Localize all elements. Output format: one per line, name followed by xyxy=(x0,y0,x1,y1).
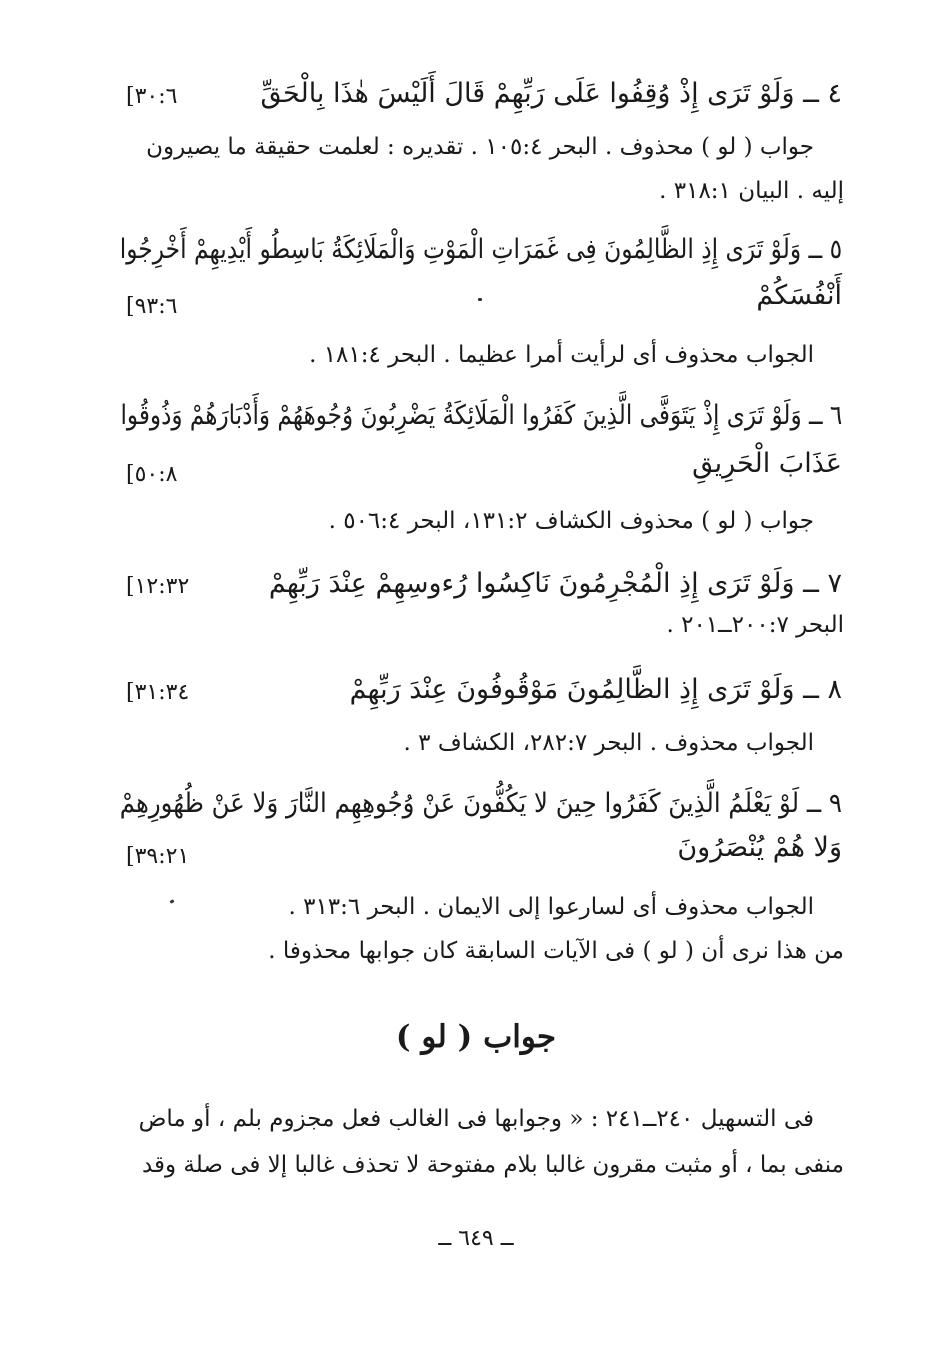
verse-reference: [٣١:٣٤ xyxy=(126,680,190,705)
commentary-line: جواب ( لو ) محذوف . البحر ١٠٥:٤ . تقديره : لعلمت حقيقة ما يصيرون xyxy=(146,134,814,160)
section-heading: جواب ( لو ) xyxy=(395,1019,557,1055)
verse-reference: [٣٠:٦ xyxy=(126,84,178,109)
commentary-line: من هذا نرى أن ( لو ) فى الآيات السابقة كان جوابها محذوفا . xyxy=(268,938,844,964)
verse-line: ٩ ــ لَوْ يَعْلَمُ الَّذِينَ كَفَرُوا حِينَ لا يَكُفُّونَ عَنْ وُجُوهِهِم النَّارَ وَلا عَنْ ظُهُورِهِمْ xyxy=(119,788,842,819)
page-number: ــ ٦٤٩ ــ xyxy=(438,1226,514,1251)
paragraph-line: فى التسهيل ٢٤٠ــ٢٤١ : « وجوابها فى الغالب فعل مجزوم بلم ، أو ماض xyxy=(138,1106,814,1132)
stray-ink-mark xyxy=(170,899,175,904)
verse-line: ٤ ــ وَلَوْ تَرَى إِذْ وُقِفُوا عَلَى رَبِّهِمْ قَالَ أَلَيْسَ هٰذَا بِالْحَقِّ xyxy=(260,78,842,109)
stray-ink-mark xyxy=(478,298,482,301)
commentary-line: الجواب محذوف أى لرأيت أمرا عظيما . البحر ١٨١:٤ . xyxy=(309,342,814,368)
verse-line: ٥ ــ وَلَوْ تَرَى إِذِ الظَّالِمُونَ فِى غَمَرَاتِ الْمَوْتِ وَالْمَلَائِكَةُ بَاسِطُو أَيْدِيهِمْ أَخْرِجُوا xyxy=(119,234,842,265)
verse-reference: [٣٩:٢١ xyxy=(126,844,190,869)
verse-line: وَلا هُمْ يُنْصَرُونَ xyxy=(677,832,842,863)
verse-reference: [٥٠:٨ xyxy=(126,462,178,487)
commentary-line: الجواب محذوف . البحر ٢٨٢:٧، الكشاف ٣ . xyxy=(403,730,814,756)
verse-line: ٧ ــ وَلَوْ تَرَى إِذِ الْمُجْرِمُونَ نَاكِسُوا رُءوسِهِمْ عِنْدَ رَبِّهِمْ xyxy=(268,568,842,599)
verse-line: ٦ ــ وَلَوْ تَرَى إِذْ يَتَوَفَّى الَّذِينَ كَفَرُوا الْمَلَائِكَةُ يَضْرِبُونَ وُجُوهَهُمْ وَأَدْبَارَهُمْ وَذُوقُوا xyxy=(120,400,842,431)
commentary-line: إليه . البيان ٣١٨:١ . xyxy=(659,178,844,204)
commentary-line: البحر ٢٠٠:٧ــ٢٠١ . xyxy=(666,612,844,638)
verse-reference: [١٢:٣٢ xyxy=(126,574,190,599)
verse-reference: [٩٣:٦ xyxy=(126,294,178,319)
verse-line: ٨ ــ وَلَوْ تَرَى إِذِ الظَّالِمُونَ مَوْقُوفُونَ عِنْدَ رَبِّهِمْ xyxy=(349,674,842,705)
verse-line: عَذَابَ الْحَرِيقِ xyxy=(692,448,842,479)
commentary-line: الجواب محذوف أى لسارعوا إلى الايمان . البحر ٣١٣:٦ . xyxy=(288,894,814,920)
commentary-line: جواب ( لو ) محذوف الكشاف ١٣١:٢، البحر ٥٠٦:٤ . xyxy=(328,508,814,534)
paragraph-line: منفى بما ، أو مثبت مقرون غالبا بلام مفتوحة لا تحذف غالبا إلا فى صلة وقد xyxy=(141,1152,844,1178)
verse-line: أَنْفُسَكُمْ xyxy=(756,280,842,311)
